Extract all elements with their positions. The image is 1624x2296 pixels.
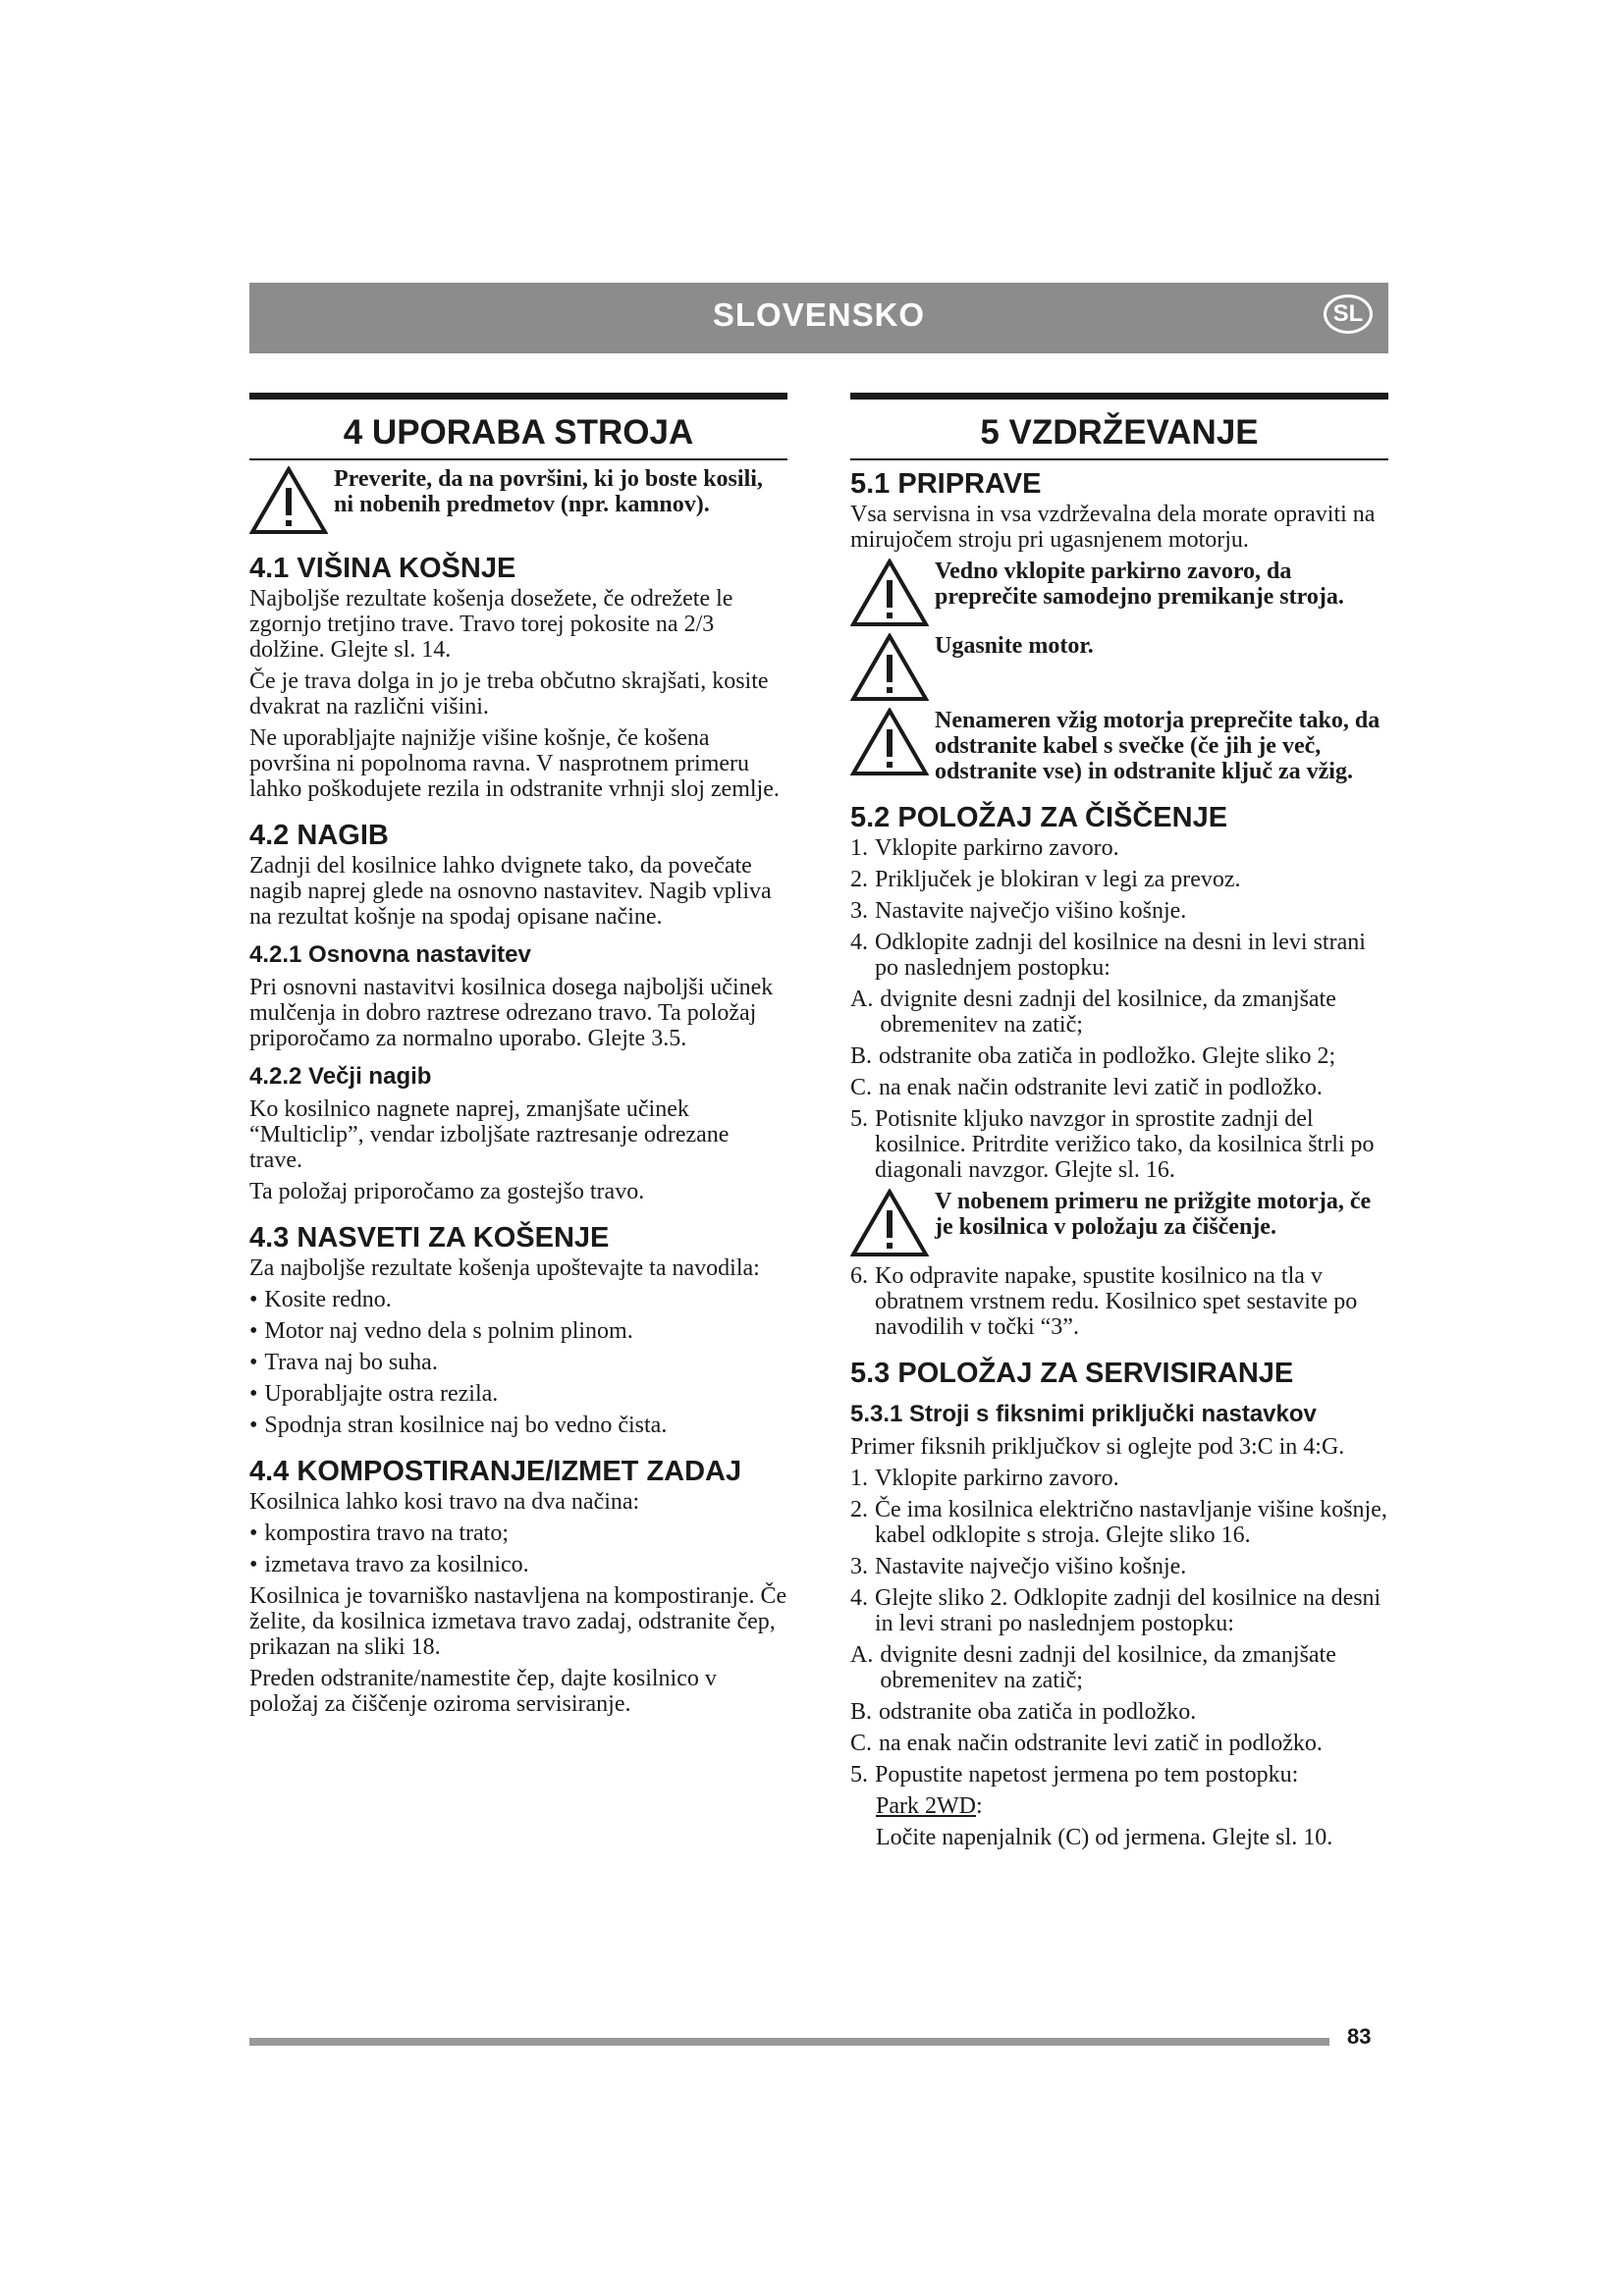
section-title-5-1: 5.1 PRIPRAVE xyxy=(850,468,1042,500)
paragraph: Kosilnica je tovarniško nastavljena na kompostiranje. Če želite, da kosilnica izmetava travo zadaj, odstranite čep, prikazan na sliki 18. xyxy=(249,1583,787,1660)
list-item xyxy=(850,1642,1388,1693)
list-text: na enak način odstranite levi zatič in podložko. xyxy=(879,1075,1323,1100)
warning-triangle-icon xyxy=(850,1189,929,1257)
paragraph: Ko kosilnico nagnete naprej, zmanjšate učinek “Multiclip”, vendar izboljšate raztresanje odrezane trave. xyxy=(249,1096,730,1173)
list-item xyxy=(850,1043,1388,1069)
list-item xyxy=(850,987,1388,1038)
list-text: Nastavite največjo višino košnje. xyxy=(875,1554,1187,1579)
warning-block xyxy=(850,633,1388,702)
list-text: Nastavite največjo višino košnje. xyxy=(875,898,1187,924)
paragraph: Vsa servisna in vsa vzdrževalna dela morate opraviti na mirujočem stroju pri ugasnjenem motorju. xyxy=(850,502,1376,553)
list-item xyxy=(850,835,1388,861)
paragraph: Primer fiksnih priključkov si oglejte pod 3:C in 4:G. xyxy=(850,1434,1345,1460)
right-column xyxy=(850,393,1388,1856)
list-text: Priključek je blokiran v legi za prevoz. xyxy=(875,867,1241,892)
list-text: dvignite desni zadnji del kosilnice, da zmanjšate obremenitev na zatič; xyxy=(880,987,1336,1038)
list-text: Popustite napetost jermena po tem postopku: xyxy=(875,1762,1299,1788)
list-text: Ko odpravite napake, spustite kosilnico na tla v obratnem vrstnem redu. Kosilnico spet sestavite po navodilih v točki “3”. xyxy=(875,1263,1358,1340)
paragraph: Ne uporabljajte najnižje višine košnje, če košena površina ni popolnoma ravna. V nasprotnem primeru lahko poškodujete rezila in odstranite vrhnji sloj zemlje. xyxy=(249,725,780,802)
warning-triangle-icon xyxy=(850,559,929,627)
subsection-title-5-3-1: 5.3.1 Stroji s fiksnimi priključki nastavkov xyxy=(850,1401,1317,1427)
list-marker: 4. xyxy=(850,930,868,955)
warning-block xyxy=(850,1189,1388,1257)
list-item xyxy=(850,898,1388,924)
list-marker: A. xyxy=(850,987,874,1012)
section-title-4-3: 4.3 NASVETI ZA KOŠENJE xyxy=(249,1222,610,1254)
bullet-item xyxy=(249,1381,787,1407)
list-marker: 2. xyxy=(850,867,868,892)
bullet-item xyxy=(249,1287,787,1312)
bullet-item xyxy=(249,1521,787,1546)
list-item xyxy=(850,1106,1388,1183)
language-banner xyxy=(249,283,1388,353)
list-item xyxy=(850,1554,1388,1579)
warning-text: Nenameren vžig motorja preprečite tako, da odstranite kabel s svečke (če jih je več, odstranite vse) in odstranite ključ za vžig. xyxy=(935,708,1380,784)
list-marker: 5. xyxy=(850,1762,868,1788)
list-text: Potisnite kljuko navzgor in sprostite zadnji del kosilnice. Pritrdite verižico tako, da kosilnica štrli po diagonali navzgor. Glejte sl. 16. xyxy=(875,1106,1375,1183)
bullet-item xyxy=(249,1552,787,1577)
list-item xyxy=(850,1731,1388,1756)
bullet-marker: • xyxy=(249,1350,258,1375)
section-title-5-3: 5.3 POLOŽAJ ZA SERVISIRANJE xyxy=(850,1358,1294,1389)
bullet-text: Trava naj bo suha. xyxy=(264,1350,438,1375)
list-marker: 3. xyxy=(850,1554,868,1579)
section-title-4-1: 4.1 VIŠINA KOŠNJE xyxy=(249,553,516,584)
bullet-text: Uporabljajte ostra rezila. xyxy=(264,1381,499,1407)
list-item xyxy=(850,1585,1388,1636)
bullet-text: Motor naj vedno dela s polnim plinom. xyxy=(264,1318,633,1344)
bullet-marker: • xyxy=(249,1413,258,1438)
paragraph: Kosilnica lahko kosi travo na dva načina: xyxy=(249,1489,640,1515)
paragraph: Najboljše rezultate košenja dosežete, če odrežete le zgornjo tretjino trave. Travo torej pokosite na 2/3 dolžine. Glejte sl. 14. xyxy=(249,586,733,663)
bullet-marker: • xyxy=(249,1521,258,1546)
warning-triangle-icon xyxy=(850,708,929,776)
bullet-marker: • xyxy=(249,1552,258,1577)
section-title-5-2: 5.2 POLOŽAJ ZA ČIŠČENJE xyxy=(850,802,1228,833)
list-text: Glejte sliko 2. Odklopite zadnji del kosilnice na desni in levi strani po naslednjem postopku: xyxy=(875,1585,1381,1636)
list-text: Vklopite parkirno zavoro. xyxy=(875,835,1119,861)
language-badge: SL xyxy=(1324,294,1373,334)
bullet-item xyxy=(249,1350,787,1375)
paragraph: Preden odstranite/namestite čep, dajte kosilnico v položaj za čiščenje oziroma servisiranje. xyxy=(249,1666,717,1717)
left-column xyxy=(249,393,787,1723)
list-marker: 1. xyxy=(850,1466,868,1491)
list-item xyxy=(850,1497,1388,1548)
list-marker: 1. xyxy=(850,835,868,861)
bullet-marker: • xyxy=(249,1381,258,1407)
list-marker: C. xyxy=(850,1731,873,1756)
page-number: 83 xyxy=(1347,2024,1372,2049)
model-label-line xyxy=(876,1793,1388,1819)
warning-text: Ugasnite motor. xyxy=(935,633,1094,659)
model-label-colon: : xyxy=(975,1793,983,1819)
list-text: Odklopite zadnji del kosilnice na desni in levi strani po naslednjem postopku: xyxy=(875,930,1366,981)
list-marker: B. xyxy=(850,1699,873,1725)
bullet-text: Spodnja stran kosilnice naj bo vedno čista. xyxy=(264,1413,668,1438)
list-marker: C. xyxy=(850,1075,873,1100)
warning-block xyxy=(249,466,787,535)
bullet-text: izmetava travo za kosilnico. xyxy=(264,1552,529,1577)
footer-bar xyxy=(249,2038,1329,2046)
bullet-text: kompostira travo na trato; xyxy=(264,1521,510,1546)
paragraph: Zadnji del kosilnice lahko dvignete tako, da povečate nagib naprej glede na osnovno nastavitev. Nagib vpliva na rezultat košnje na spodaj opisane načine. xyxy=(249,853,772,930)
list-item xyxy=(850,867,1388,892)
warning-text: Preverite, da na površini, ki jo boste kosili, ni nobenih predmetov (npr. kamnov). xyxy=(334,466,763,517)
subsection-title-4-2-1: 4.2.1 Osnovna nastavitev xyxy=(249,941,531,968)
chapter-title-4: 4 UPORABA STROJA xyxy=(249,393,787,460)
bullet-text: Kosite redno. xyxy=(264,1287,392,1312)
list-item xyxy=(850,1075,1388,1100)
section-title-4-2: 4.2 NAGIB xyxy=(249,820,389,851)
warning-triangle-icon xyxy=(249,466,328,535)
list-item xyxy=(850,1699,1388,1725)
model-label: Park 2WD xyxy=(876,1793,976,1819)
warning-triangle-icon xyxy=(850,633,929,702)
model-instruction: Ločite napenjalnik (C) od jermena. Glejte sl. 10. xyxy=(876,1825,1333,1850)
list-marker: A. xyxy=(850,1642,874,1668)
subsection-title-4-2-2: 4.2.2 Večji nagib xyxy=(249,1063,432,1090)
paragraph: Če je trava dolga in jo je treba občutno skrajšati, kosite dvakrat na različni višini. xyxy=(249,668,769,720)
list-text: na enak način odstranite levi zatič in podložko. xyxy=(879,1731,1323,1756)
list-text: Vklopite parkirno zavoro. xyxy=(875,1466,1119,1491)
list-text: odstranite oba zatiča in podložko. Glejte sliko 2; xyxy=(879,1043,1336,1069)
warning-text: Vedno vklopite parkirno zavoro, da preprečite samodejno premikanje stroja. xyxy=(935,559,1344,610)
paragraph: Za najboljše rezultate košenja upoštevajte ta navodila: xyxy=(249,1255,760,1281)
list-text: Če ima kosilnica električno nastavljanje višine košnje, kabel odklopite s stroja. Glejte sliko 16. xyxy=(875,1497,1387,1548)
list-item xyxy=(850,930,1388,981)
bullet-marker: • xyxy=(249,1318,258,1344)
banner-title: SLOVENSKO xyxy=(712,296,926,333)
list-item xyxy=(850,1762,1388,1788)
chapter-title-5: 5 VZDRŽEVANJE xyxy=(850,393,1388,460)
warning-block xyxy=(850,708,1388,784)
list-marker: 5. xyxy=(850,1106,868,1132)
bullet-item xyxy=(249,1413,787,1438)
bullet-marker: • xyxy=(249,1287,258,1312)
list-marker: 4. xyxy=(850,1585,868,1611)
list-marker: B. xyxy=(850,1043,873,1069)
section-title-4-4: 4.4 KOMPOSTIRANJE/IZMET ZADAJ xyxy=(249,1456,742,1487)
list-marker: 3. xyxy=(850,898,868,924)
list-item xyxy=(850,1466,1388,1491)
list-item xyxy=(850,1263,1388,1340)
list-text: odstranite oba zatiča in podložko. xyxy=(879,1699,1197,1725)
paragraph: Pri osnovni nastavitvi kosilnica dosega najboljši učinek mulčenja in dobro raztrese odrezano travo. Ta položaj priporočamo za normalno uporabo. Glejte 3.5. xyxy=(249,975,774,1051)
list-marker: 2. xyxy=(850,1497,868,1522)
bullet-item xyxy=(249,1318,787,1344)
warning-block xyxy=(850,559,1388,627)
list-text: dvignite desni zadnji del kosilnice, da zmanjšate obremenitev na zatič; xyxy=(880,1642,1336,1693)
warning-text: V nobenem primeru ne prižgite motorja, če je kosilnica v položaju za čiščenje. xyxy=(935,1189,1372,1240)
list-marker: 6. xyxy=(850,1263,868,1289)
paragraph: Ta položaj priporočamo za gostejšo travo. xyxy=(249,1179,645,1204)
